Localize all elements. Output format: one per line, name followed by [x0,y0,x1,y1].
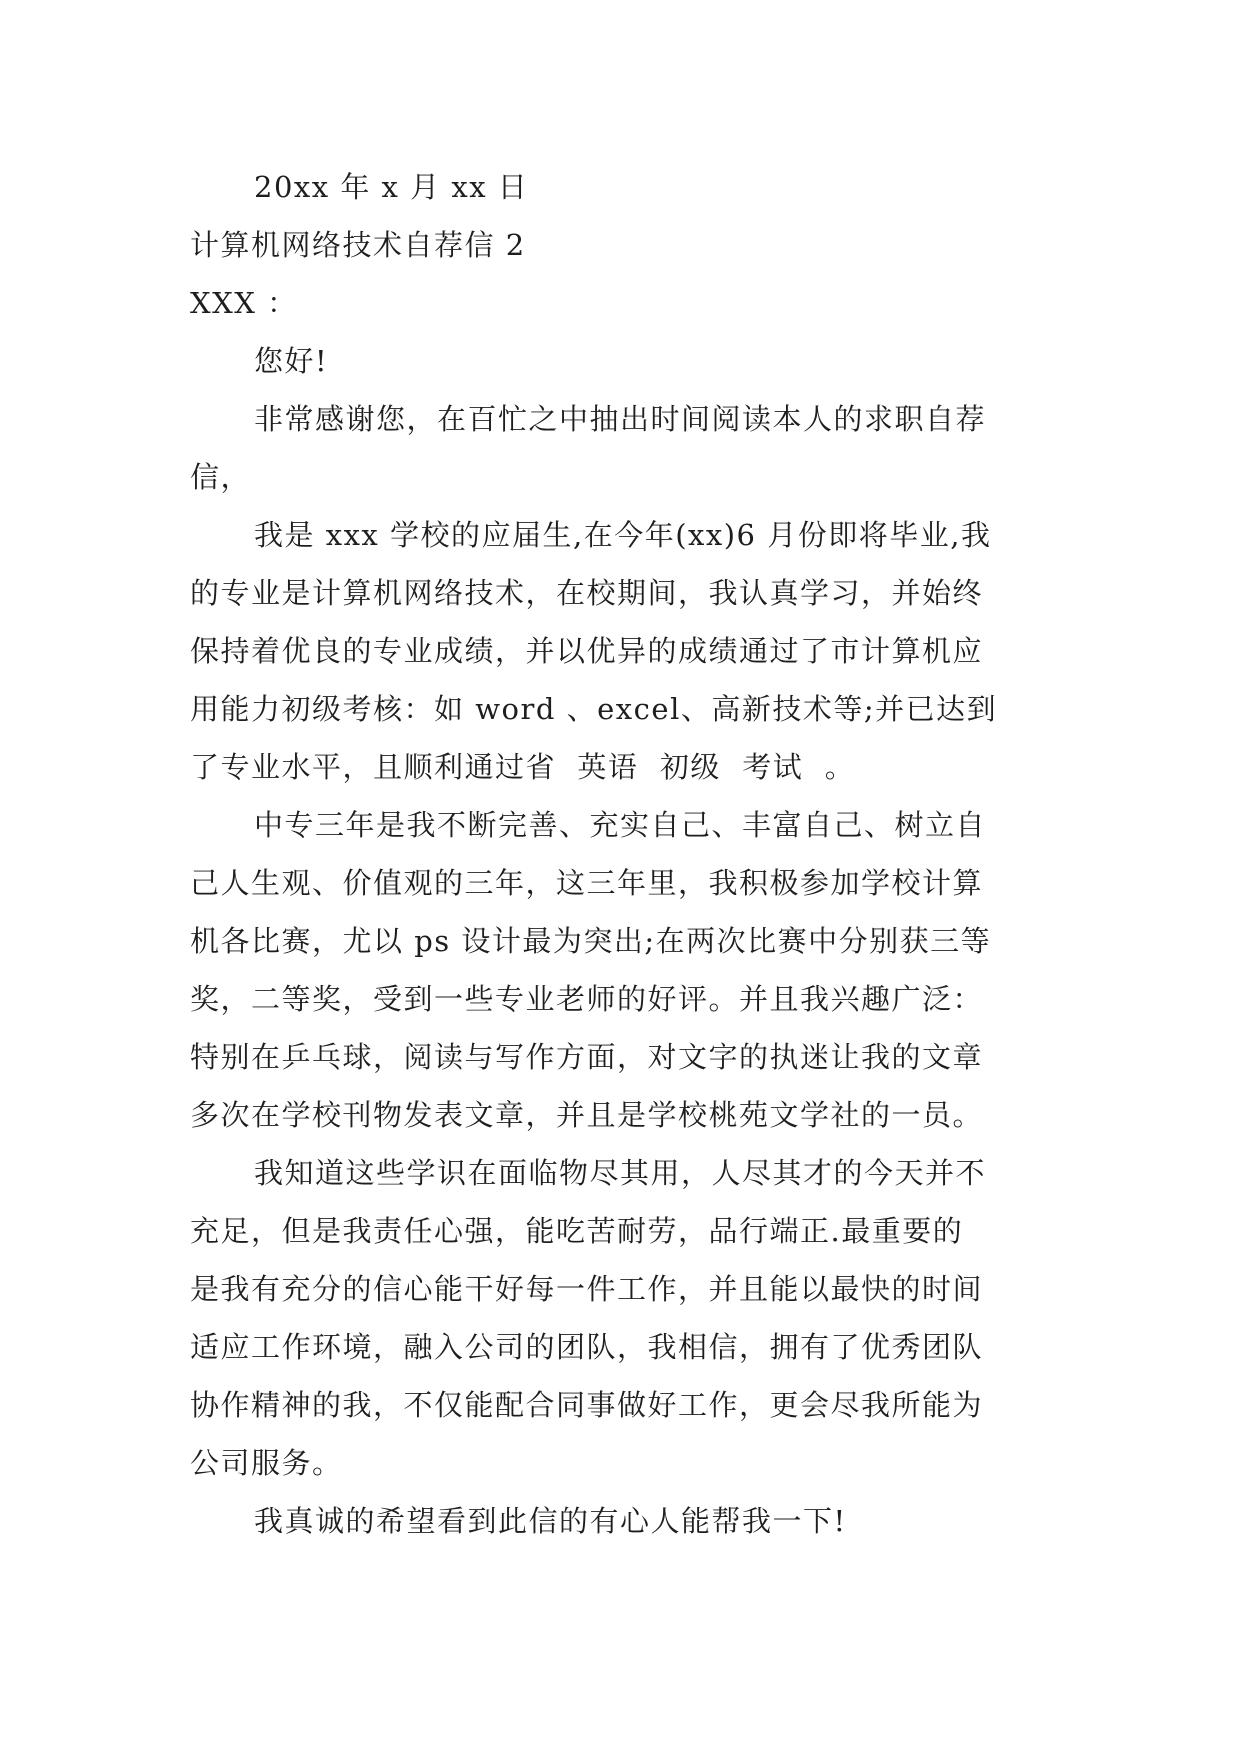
paragraph-3-line: 己人生观、价值观的三年，这三年里，我积极参加学校计算 [190,866,984,900]
paragraph-2-line: 了专业水平，且顺利通过省 英语 初级 考试 。 [190,750,856,784]
paragraph-4-line: 充足，但是我责任心强，能吃苦耐劳，品行端正.最重要的 [190,1214,964,1248]
paragraph-1-line: 非常感谢您，在百忙之中抽出时间阅读本人的求职自荐 [254,402,987,436]
letter-body [190,158,1070,1550]
paragraph-4-line: 公司服务。 [190,1446,343,1480]
paragraph-3-line: 奖，二等奖，受到一些专业老师的好评。并且我兴趣广泛： [190,982,984,1016]
paragraph-1-line: 信， [190,460,252,494]
paragraph-2-line: 保持着优良的专业成绩，并以优异的成绩通过了市计算机应 [190,634,984,668]
paragraph-4-line: 协作精神的我，不仅能配合同事做好工作，更会尽我所能为 [190,1388,984,1422]
paragraph-2-line: 我是 xxx 学校的应届生,在今年(xx)6 月份即将毕业,我 [254,518,992,552]
paragraph-4-line: 是我有充分的信心能干好每一件工作，并且能以最快的时间 [190,1272,984,1306]
paragraph-2-line: 的专业是计算机网络技术，在校期间，我认真学习，并始终 [190,576,984,610]
paragraph-3-line: 特别在乒乓球，阅读与写作方面，对文字的执迷让我的文章 [190,1040,984,1074]
paragraph-4-line: 适应工作环境，融入公司的团队，我相信，拥有了优秀团队 [190,1330,984,1364]
paragraph-3-line: 机各比赛，尤以 ps 设计最为突出;在两次比赛中分别获三等 [190,924,992,958]
letter-salutation: XXX ： [190,286,298,320]
paragraph-3-line: 多次在学校刊物发表文章，并且是学校桃苑文学社的一员。 [190,1098,984,1132]
letter-title: 计算机网络技术自荐信 2 [190,228,526,262]
paragraph-4-line: 我知道这些学识在面临物尽其用，人尽其才的今天并不 [254,1156,987,1190]
paragraph-2-line: 用能力初级考核：如 word 、excel、高新技术等;并已达到 [190,692,998,726]
letter-greeting: 您好! [254,344,329,378]
letter-date: 20xx 年 x 月 xx 日 [254,170,529,204]
paragraph-3-line: 中专三年是我不断完善、充实自己、丰富自己、树立自 [254,808,987,842]
paragraph-5-line: 我真诚的希望看到此信的有心人能帮我一下! [254,1504,847,1538]
